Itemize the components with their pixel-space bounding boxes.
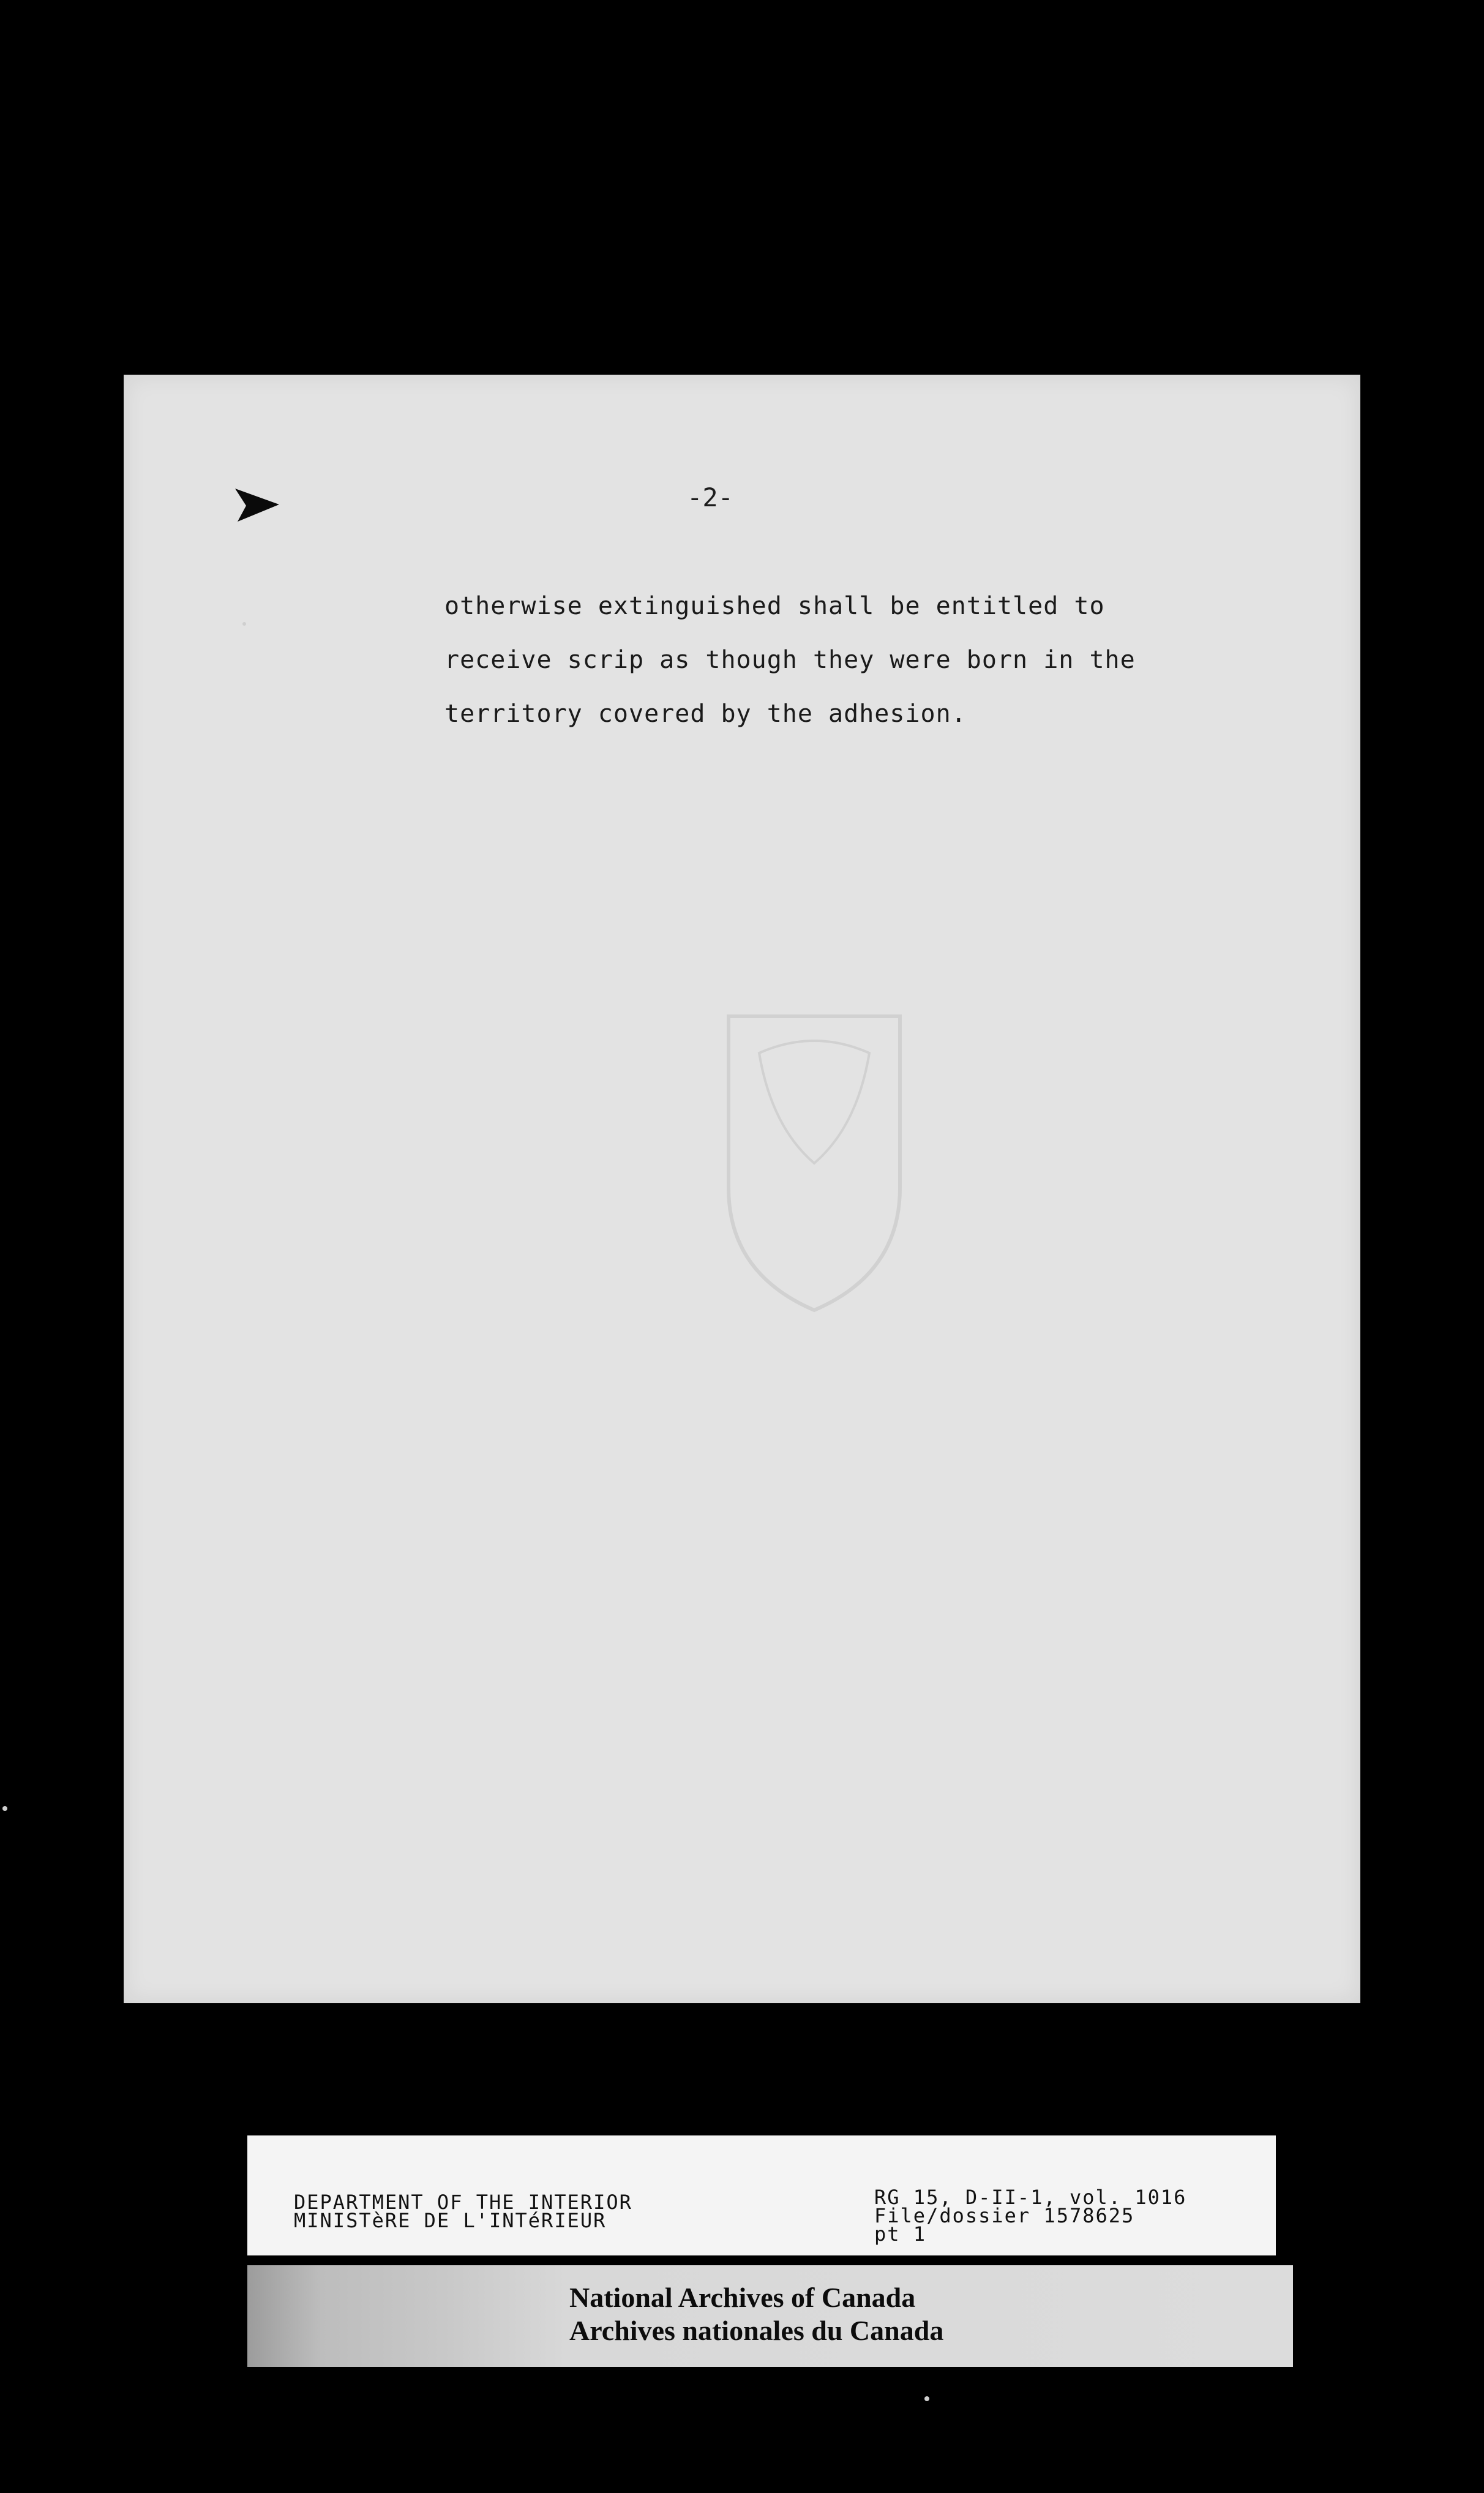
label-line: File/dossier 1578625 bbox=[874, 2204, 1135, 2227]
archive-line: National Archives of Canada bbox=[569, 2282, 916, 2313]
label-line: RG 15, D-II-1, vol. 1016 bbox=[874, 2186, 1187, 2209]
archive-line: Archives nationales du Canada bbox=[569, 2315, 944, 2346]
page-number: -2- bbox=[687, 482, 733, 512]
body-line: receive scrip as though they were born in the bbox=[444, 646, 1136, 674]
label-department bbox=[294, 2193, 632, 2230]
label-line: DEPARTMENT OF THE INTERIOR bbox=[294, 2191, 632, 2214]
body-line: otherwise extinguished shall be entitled to bbox=[444, 592, 1105, 620]
label-line: pt 1 bbox=[874, 2222, 927, 2246]
body-line: territory covered by the adhesion. bbox=[444, 700, 967, 728]
archive-banner-text bbox=[569, 2281, 943, 2347]
arrow-mark-icon bbox=[233, 484, 282, 527]
label-line: MINISTèRE DE L'INTéRIEUR bbox=[294, 2209, 607, 2232]
label-reference bbox=[874, 2186, 1187, 2246]
crest-watermark bbox=[716, 1004, 912, 1322]
document-body bbox=[444, 579, 1179, 741]
